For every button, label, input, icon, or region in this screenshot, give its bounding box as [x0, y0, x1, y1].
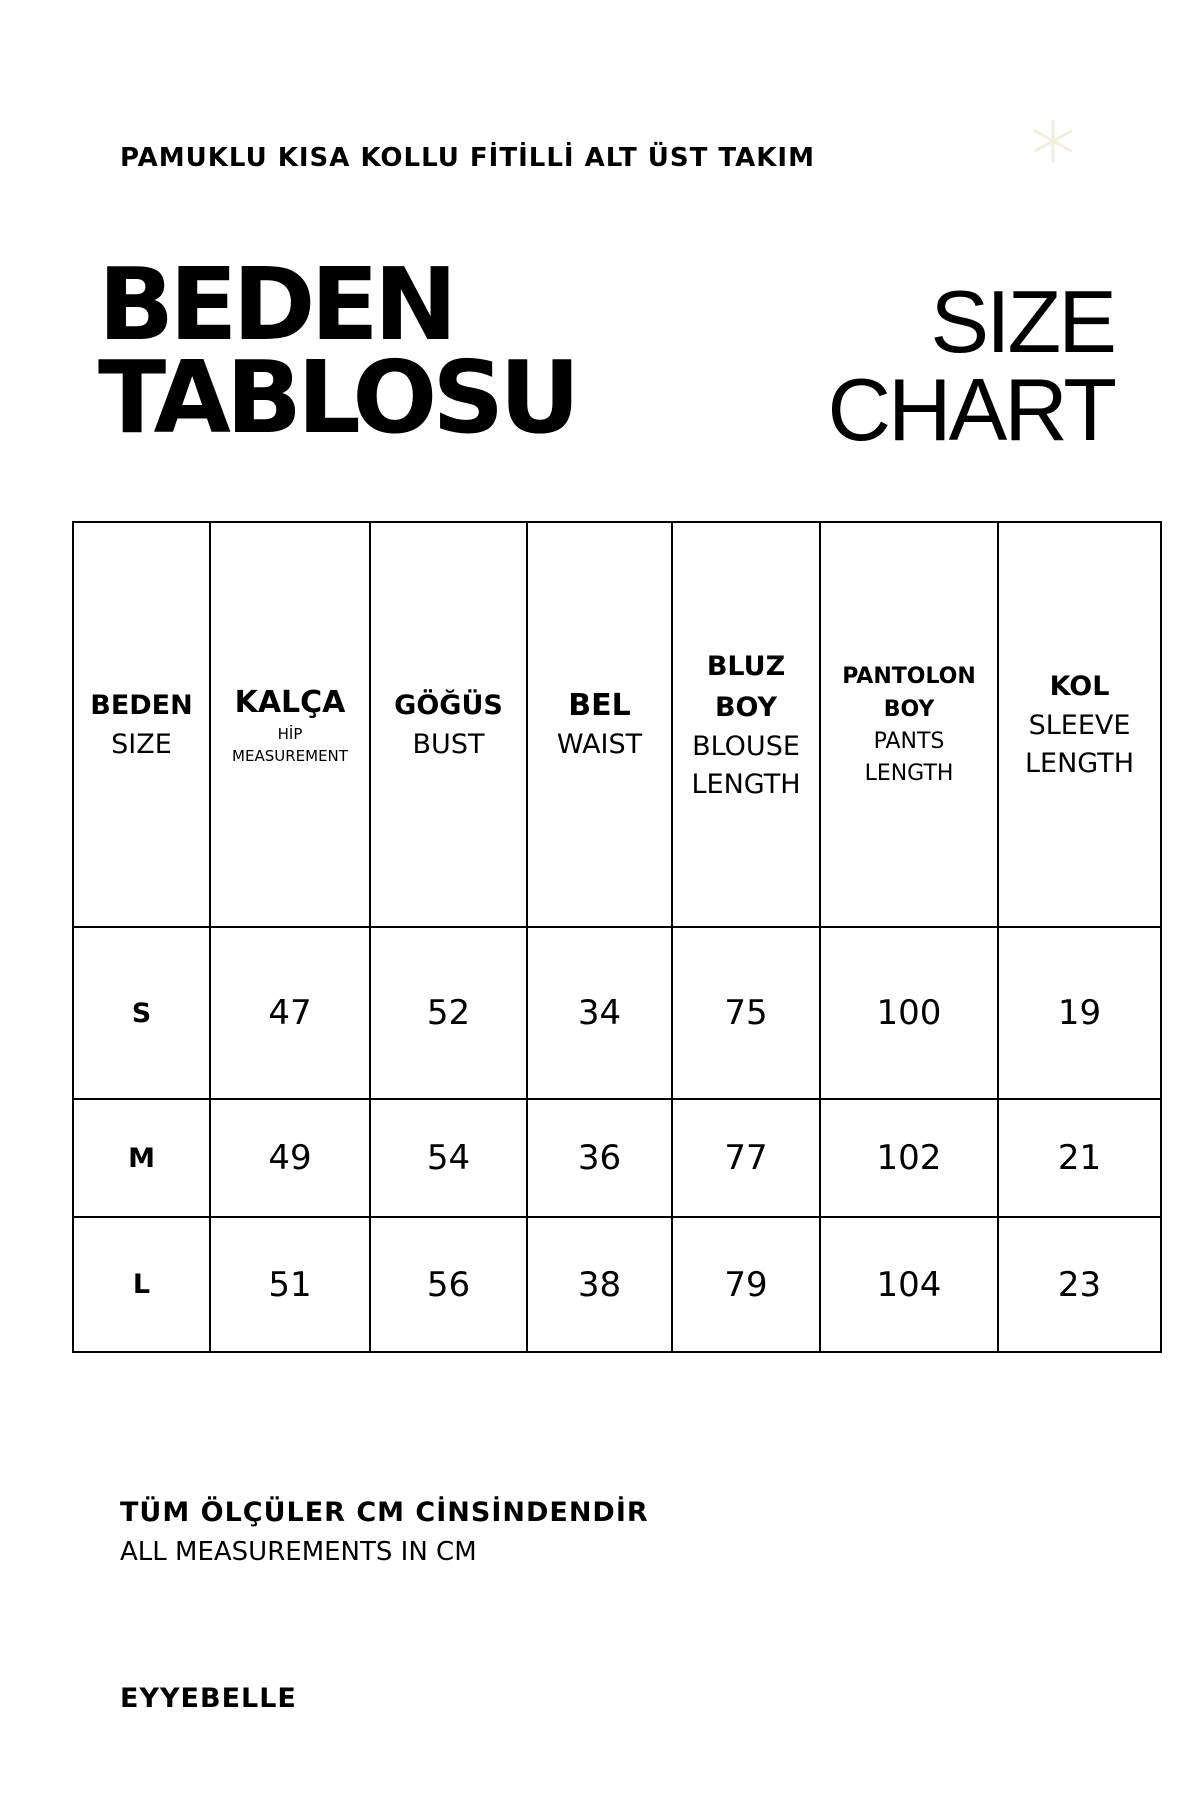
column-header-bust: [370, 522, 527, 927]
table-header-row: [73, 522, 1161, 927]
table-row: [73, 1099, 1161, 1217]
value-cell: 100: [820, 927, 998, 1099]
header-tr-label: KALÇA: [234, 685, 346, 720]
header-en-label: PANTS: [873, 728, 945, 754]
header-en-label: SLEEVE: [1028, 710, 1131, 741]
column-header-blouse-length: [672, 522, 820, 927]
header-en-label: LENGTH: [1024, 748, 1135, 779]
value-cell: 19: [998, 927, 1161, 1099]
header-tr-label: BEL: [568, 688, 631, 723]
column-header-sleeve-length: [998, 522, 1161, 927]
value-cell: 77: [672, 1099, 820, 1217]
table-row: [73, 1217, 1161, 1352]
value-cell: 36: [527, 1099, 672, 1217]
column-header-hip: [210, 522, 370, 927]
value-cell: 49: [210, 1099, 370, 1217]
title-en-line-1: SIZE: [930, 272, 1114, 371]
header-en-label: WAIST: [556, 729, 643, 760]
column-header-waist: [527, 522, 672, 927]
header-en-label: SIZE: [111, 729, 172, 760]
value-cell: 54: [370, 1099, 527, 1217]
header-en-label: BUST: [412, 729, 485, 760]
value-cell: 79: [672, 1217, 820, 1352]
header-en-label: LENGTH: [864, 760, 954, 786]
brand-name: EYYEBELLE: [120, 1683, 297, 1714]
page-title-turkish: [98, 246, 576, 456]
header-tr-label: PANTOLON: [842, 663, 976, 689]
value-cell: 52: [370, 927, 527, 1099]
header-tr-label: BOY: [714, 691, 778, 723]
size-table: [72, 521, 1162, 1353]
header-en-label: HİP: [277, 725, 303, 743]
header-tr-label: GÖĞÜS: [394, 690, 503, 721]
size-cell: M: [73, 1099, 210, 1217]
value-cell: 104: [820, 1217, 998, 1352]
value-cell: 21: [998, 1099, 1161, 1217]
title-tr-line-1: BEDEN: [98, 246, 453, 363]
title-en-line-2: CHART: [827, 360, 1114, 459]
value-cell: 47: [210, 927, 370, 1099]
header-en-label: BLOUSE: [692, 730, 800, 762]
value-cell: 23: [998, 1217, 1161, 1352]
size-cell: L: [73, 1217, 210, 1352]
value-cell: 56: [370, 1217, 527, 1352]
size-cell: S: [73, 927, 210, 1099]
page-title-english: [827, 272, 1114, 459]
header-tr-label: BOY: [883, 696, 935, 722]
sparkle-icon: [1030, 118, 1076, 164]
header-tr-label: BEDEN: [90, 690, 193, 721]
measurement-note-english: ALL MEASUREMENTS IN CM: [120, 1537, 477, 1567]
measurement-note-turkish: TÜM ÖLÇÜLER CM CİNSİNDENDİR: [120, 1497, 649, 1528]
table-row: [73, 927, 1161, 1099]
value-cell: 38: [527, 1217, 672, 1352]
header-en-label: MEASUREMENT: [232, 747, 348, 765]
value-cell: 34: [527, 927, 672, 1099]
header-tr-label: BLUZ: [706, 650, 786, 682]
column-header-size: [73, 522, 210, 927]
value-cell: 51: [210, 1217, 370, 1352]
title-tr-line-2: TABLOSU: [98, 339, 576, 456]
header-tr-label: KOL: [1049, 671, 1110, 702]
column-header-pants-length: [820, 522, 998, 927]
product-title: PAMUKLU KISA KOLLU FİTİLLİ ALT ÜST TAKIM: [120, 143, 815, 173]
value-cell: 102: [820, 1099, 998, 1217]
header-en-label: LENGTH: [691, 768, 801, 800]
value-cell: 75: [672, 927, 820, 1099]
